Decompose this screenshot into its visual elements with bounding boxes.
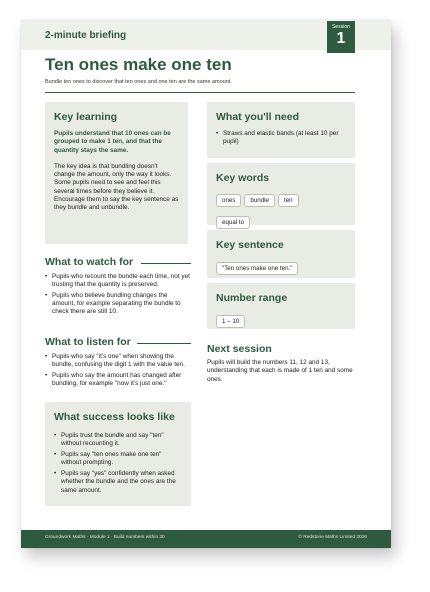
next-session-body: Pupils will build the numbers 11, 12 and 13, understanding that each is made of 1 ten and some ones. — [207, 359, 353, 383]
number-range-box — [207, 283, 355, 329]
footer-right: © Redstone Maths Limited 2026 — [298, 535, 367, 540]
list-item: • Pupils who believe bundling changes the amount, for example separating the bundle to check there are still 10. — [45, 292, 191, 316]
header-label: 2-minute briefing — [45, 30, 127, 41]
key-learning-highlight: Pupils understand that 10 ones can be grouped to make 1 ten, and that the quantity stays the same. — [54, 130, 171, 154]
key-sentence-heading: Key sentence — [216, 239, 284, 251]
key-words-heading: Key words — [216, 172, 270, 184]
key-sentence-box — [207, 230, 355, 278]
listen-for-heading: What to listen for — [45, 336, 131, 348]
listen-for-line — [137, 343, 191, 344]
list-item: • Pupils who say "it's one" when showing the bundle, confusing the digit 1 with the value ten. — [45, 353, 191, 369]
key-words-box — [207, 163, 355, 225]
success-list — [54, 432, 182, 495]
key-sentence-chip: "Ten ones make one ten." — [216, 262, 298, 275]
key-learning-box — [45, 102, 188, 244]
list-item: • Pupils who recount the bundle each time, not yet trusting that the quantity is preserved. — [45, 273, 191, 289]
title-divider — [45, 92, 355, 93]
key-words-chips — [216, 189, 346, 233]
need-heading: What you'll need — [216, 111, 300, 123]
key-word-chip: ten — [278, 194, 299, 207]
footer-left: Groundwork Maths · Module 1 · Build numbers within 30 — [45, 535, 165, 540]
need-list — [216, 130, 346, 146]
number-range-heading: Number range — [216, 292, 288, 304]
list-item: • Pupils trust the bundle and say "ten" without recounting it. — [54, 432, 182, 448]
page-subtitle: Bundle ten ones to discover that ten ones and one ten are the same amount. — [45, 79, 232, 85]
list-item: • Pupils say "ten ones make one ten" without prompting. — [54, 451, 182, 467]
page-header — [21, 20, 391, 50]
session-badge — [327, 21, 355, 53]
page-title: Ten ones make one ten — [45, 55, 232, 74]
watch-for-line — [141, 263, 191, 264]
list-item: • Pupils who say the amount has changed after bundling, for example "now it's just one." — [45, 372, 191, 388]
session-number: 1 — [336, 30, 346, 47]
key-word-chip: equal to — [216, 216, 250, 229]
key-word-chip: ones — [216, 194, 241, 207]
key-learning-heading: Key learning — [54, 111, 118, 123]
list-item: • Straws and elastic bands (at least 10 per pupil) — [216, 130, 346, 146]
watch-for-list — [45, 273, 191, 319]
key-word-chip: bundle — [244, 194, 275, 207]
success-heading: What success looks like — [54, 411, 175, 423]
success-box — [45, 402, 191, 506]
session-label: Session — [332, 24, 350, 30]
next-session-heading: Next session — [207, 343, 272, 355]
briefing-page — [21, 20, 391, 548]
list-item: • Pupils say "yes" confidently when asked whether the bundle and the ones are the same amount. — [54, 470, 182, 494]
number-range-chip: 1 – 10 — [216, 315, 245, 328]
key-learning-body: The key idea is that bundling doesn't change the amount, only the way it looks. Some pupils need to see and feel this several times before they believe it. Encourage them to say the key sentence as they bundle and unbundle. — [54, 162, 179, 212]
page-footer — [21, 530, 391, 548]
listen-for-list — [45, 353, 191, 391]
need-box — [207, 102, 355, 158]
watch-for-heading: What to watch for — [45, 256, 134, 268]
